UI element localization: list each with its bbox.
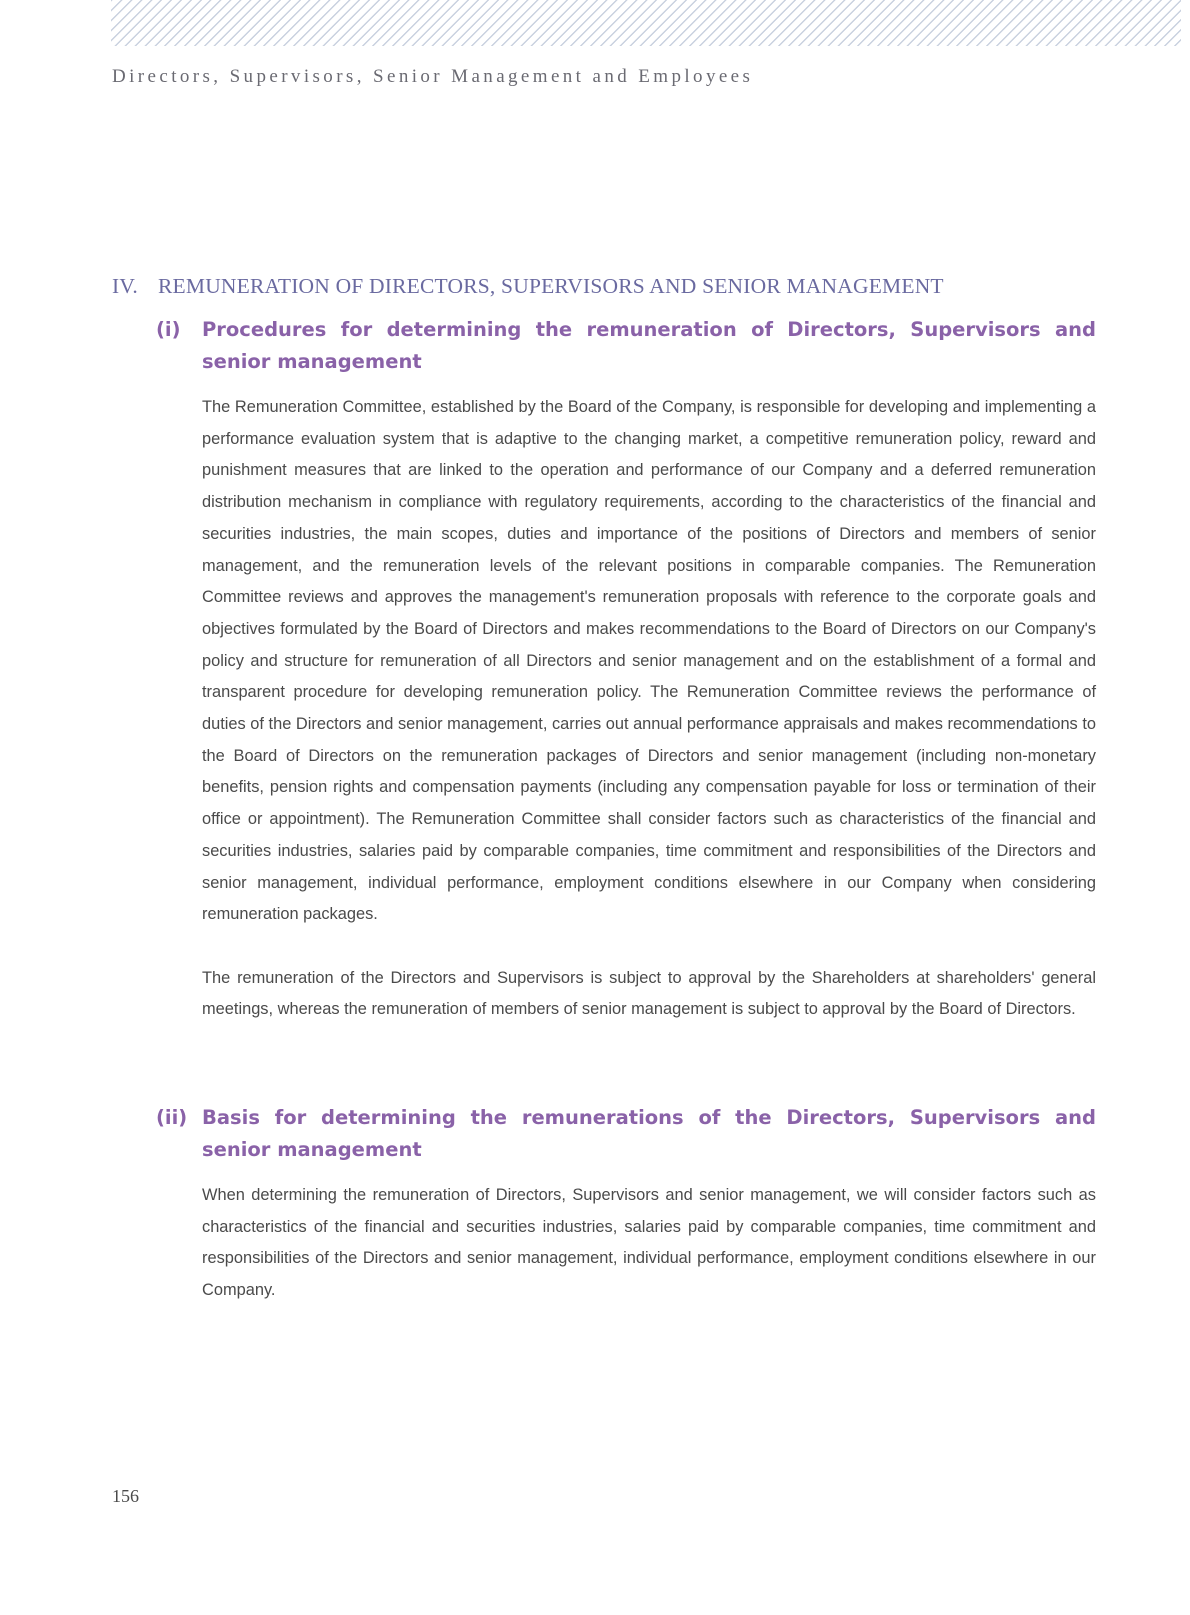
section-heading <box>112 274 944 299</box>
subsection-basis <box>156 1102 1096 1307</box>
subsection-heading <box>156 314 1096 378</box>
running-header: Directors, Supervisors, Senior Management and Employees <box>112 66 754 87</box>
subsection-title: Basis for determining the remunerations of the Directors, Supervisors and senior management <box>202 1106 1096 1161</box>
section-number: IV. <box>112 274 138 298</box>
body-paragraph: When determining the remuneration of Directors, Supervisors and senior management, we will consider factors such as characteristics of the financial and securities industries, salaries paid by comparable companies, time commitment and responsibilities of the Directors and senior management, individual performance, employment conditions elsewhere in our Company. <box>202 1186 1096 1300</box>
subsection-number: (i) <box>156 318 181 341</box>
body-paragraph: The remuneration of the Directors and Supervisors is subject to approval by the Shareholders at shareholders' general meetings, whereas the remuneration of members of senior management is subject to approval by the Board of Directors. <box>202 968 1096 1019</box>
decorative-hatch-band <box>111 0 1181 46</box>
subsection-procedures <box>156 314 1096 1026</box>
subsection-number: (ii) <box>156 1106 188 1129</box>
page-number: 156 <box>112 1486 139 1506</box>
body-paragraph: The Remuneration Committee, established by the Board of the Company, is responsible for developing and implementing a performance evaluation system that is adaptive to the changing market, a competitive remuneration policy, reward and punishment measures that are linked to the operation and performance of our Company and a deferred remuneration distribution mechanism in compliance with regulatory requirements, according to the characteristics of the financial and securities industries, the main scopes, duties and importance of the positions of Directors and members of senior management, and the remuneration levels of the relevant positions in comparable companies. The Remuneration Committee reviews and approves the management's remuneration proposals with reference to the corporate goals and objectives formulated by the Board of Directors and makes recommendations to the Board of Directors on our Company's policy and structure for remuneration of all Directors and senior management and on the establishment of a formal and transparent procedure for developing remuneration policy. The Remuneration Committee reviews the performance of duties of the Directors and senior management, carries out annual performance appraisals and makes recommendations to the Board of Directors on the remuneration packages of Directors and senior management (including non-monetary benefits, pension rights and compensation payments (including any compensation payable for loss or termination of their office or appointment). The Remuneration Committee shall consider factors such as characteristics of the financial and securities industries, salaries paid by comparable companies, time commitment and responsibilities of the Directors and senior management, individual performance, employment conditions elsewhere in our Company when considering remuneration packages. <box>202 398 1096 924</box>
subsection-title: Procedures for determining the remuneration of Directors, Supervisors and senior management <box>202 318 1096 373</box>
section-title: REMUNERATION OF DIRECTORS, SUPERVISORS AND SENIOR MANAGEMENT <box>158 274 944 298</box>
subsection-heading <box>156 1102 1096 1166</box>
